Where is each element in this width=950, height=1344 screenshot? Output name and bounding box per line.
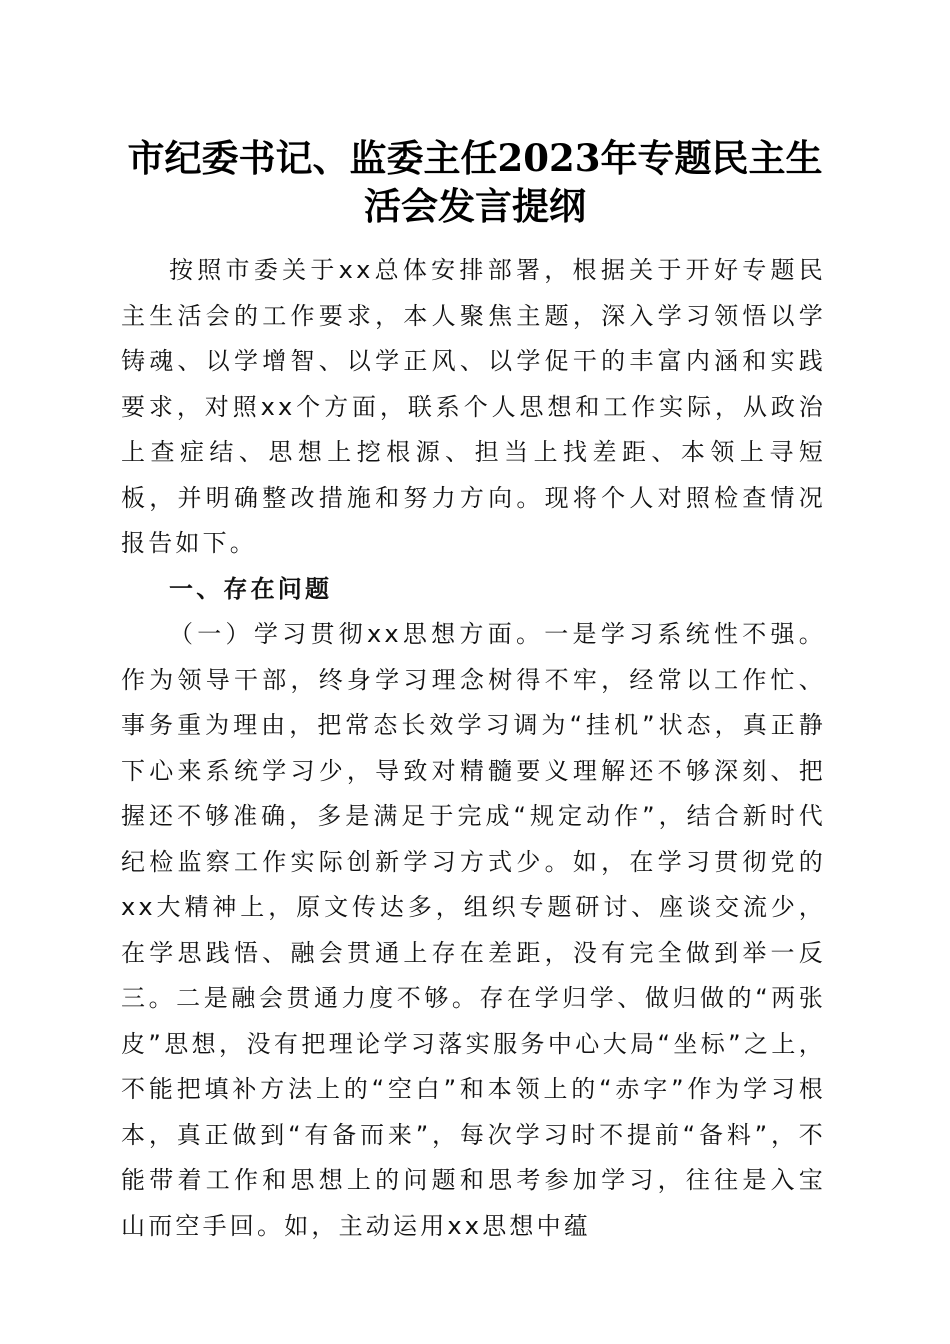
document-title: 市纪委书记、监委主任2023年专题民主生活会发言提纲 [127, 136, 823, 228]
document-body [121, 248, 826, 1249]
intro-paragraph: 按照市委关于xx总体安排部署，根据关于开好专题民主生活会的工作要求，本人聚焦主题，深入学习领悟以学铸魂、以学增智、以学正风、以学促干的丰富内涵和实践要求，对照xx个方面，联系个人思想和工作实际，从政治上查症结、思想上挖根源、担当上找差距、本领上寻短板，并明确整改措施和努力方向。现将个人对照检查情况报告如下。 [121, 256, 826, 557]
section-heading-problems: 一、存在问题 [169, 574, 333, 603]
subsection-one-paragraph: （一）学习贯彻xx思想方面。一是学习系统性不强。作为领导干部，终身学习理念树得不牢，经常以工作忙、事务重为理由，把常态长效学习调为“挂机”状态，真正静下心来系统学习少，导致对精髓要义理解还不够深刻、把握还不够准确，多是满足于完成“规定动作”，结合新时代纪检监察工作实际创新学习方式少。如，在学习贯彻党的xx大精神上，原文传达多，组织专题研讨、座谈交流少，在学思践悟、融会贯通上存在差距，没有完全做到举一反三。二是融会贯通力度不够。存在学归学、做归做的“两张皮”思想，没有把理论学习落实服务中心大局“坐标”之上，不能把填补方法上的“空白”和本领上的“赤字”作为学习根本，真正做到“有备而来”，每次学习时不提前“备料”，不能带着工作和思想上的问题和思考参加学习，往往是入宝山而空手回。如，主动运用xx思想中蕴 [121, 620, 826, 1240]
